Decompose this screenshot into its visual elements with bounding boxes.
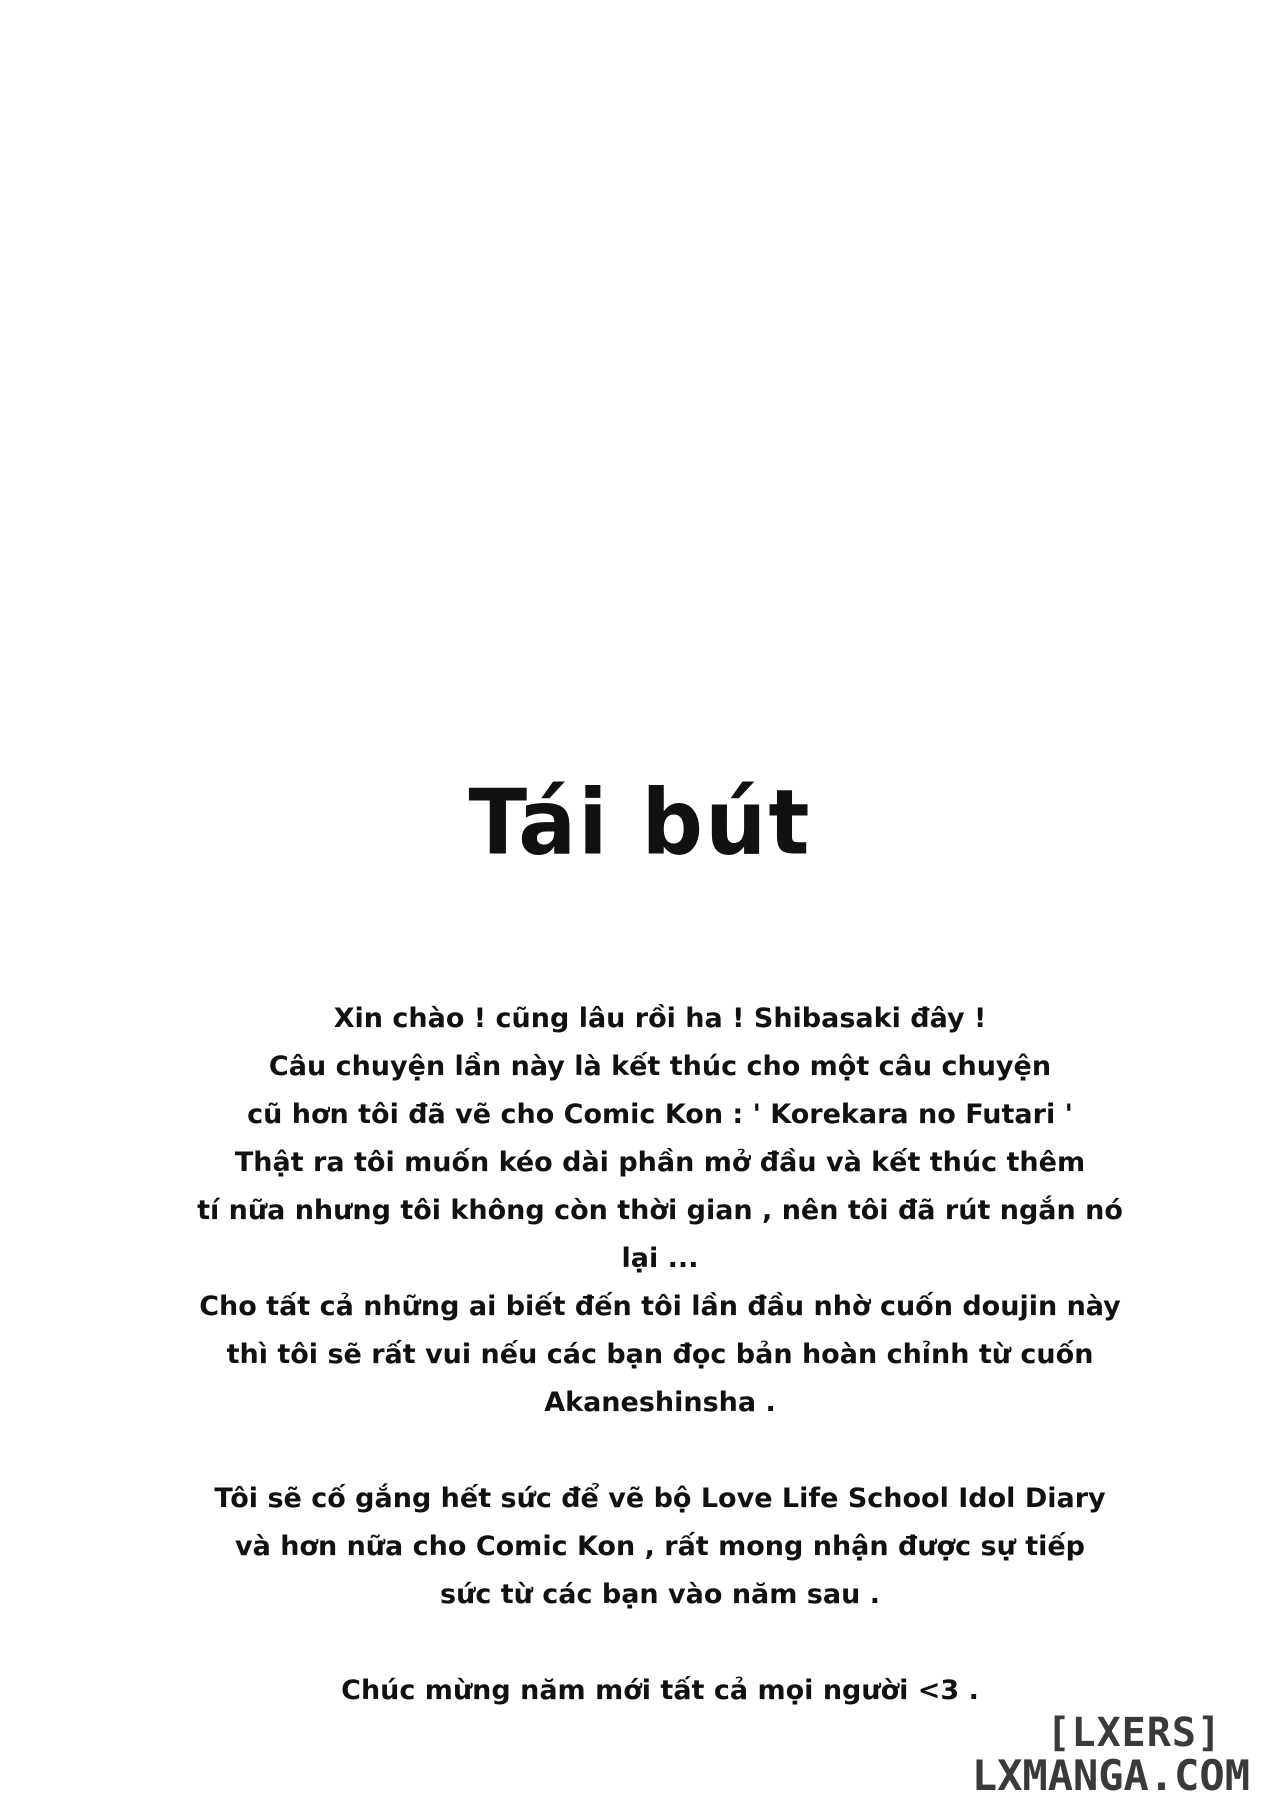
closing-line: Chúc mừng năm mới tất cả mọi người <3 . [341,1675,979,1706]
paragraph-gap [180,1427,1140,1475]
body-line: Tôi sẽ cố gắng hết sức để vẽ bộ Love Life School Idol Diary [214,1483,1106,1514]
body-line: Thật ra tôi muốn kéo dài phần mở đầu và kết thúc thêm [234,1147,1086,1178]
page-title: Tái bút [468,770,812,876]
body-line: Câu chuyện lần này là kết thúc cho một câu chuyện [268,1051,1052,1082]
body-line: sức từ các bạn vào năm sau . [440,1579,880,1610]
afterword-body [180,995,1140,1715]
watermark-group-tag: [LXERS] [1046,1709,1222,1756]
body-line: lại ... [621,1243,699,1274]
site-watermark [971,1709,1250,1800]
body-line: cũ hơn tôi đã vẽ cho Comic Kon : ' Korekara no Futari ' [247,1099,1073,1130]
paragraph-gap [180,1619,1140,1667]
body-line: Cho tất cả những ai biết đến tôi lần đầu nhờ cuốn doujin này [199,1291,1121,1322]
body-line: Xin chào ! cũng lâu rồi ha ! Shibasaki đây ! [333,1003,987,1034]
body-line: và hơn nữa cho Comic Kon , rất mong nhận được sự tiếp [234,1531,1086,1562]
watermark-site-name: LXMANGA.COM [971,1750,1250,1800]
body-line: thì tôi sẽ rất vui nếu các bạn đọc bản hoàn chỉnh từ cuốn [226,1339,1094,1370]
body-line: Akaneshinsha . [544,1387,776,1418]
body-line: tí nữa nhưng tôi không còn thời gian , nên tôi đã rút ngắn nó [197,1195,1123,1226]
